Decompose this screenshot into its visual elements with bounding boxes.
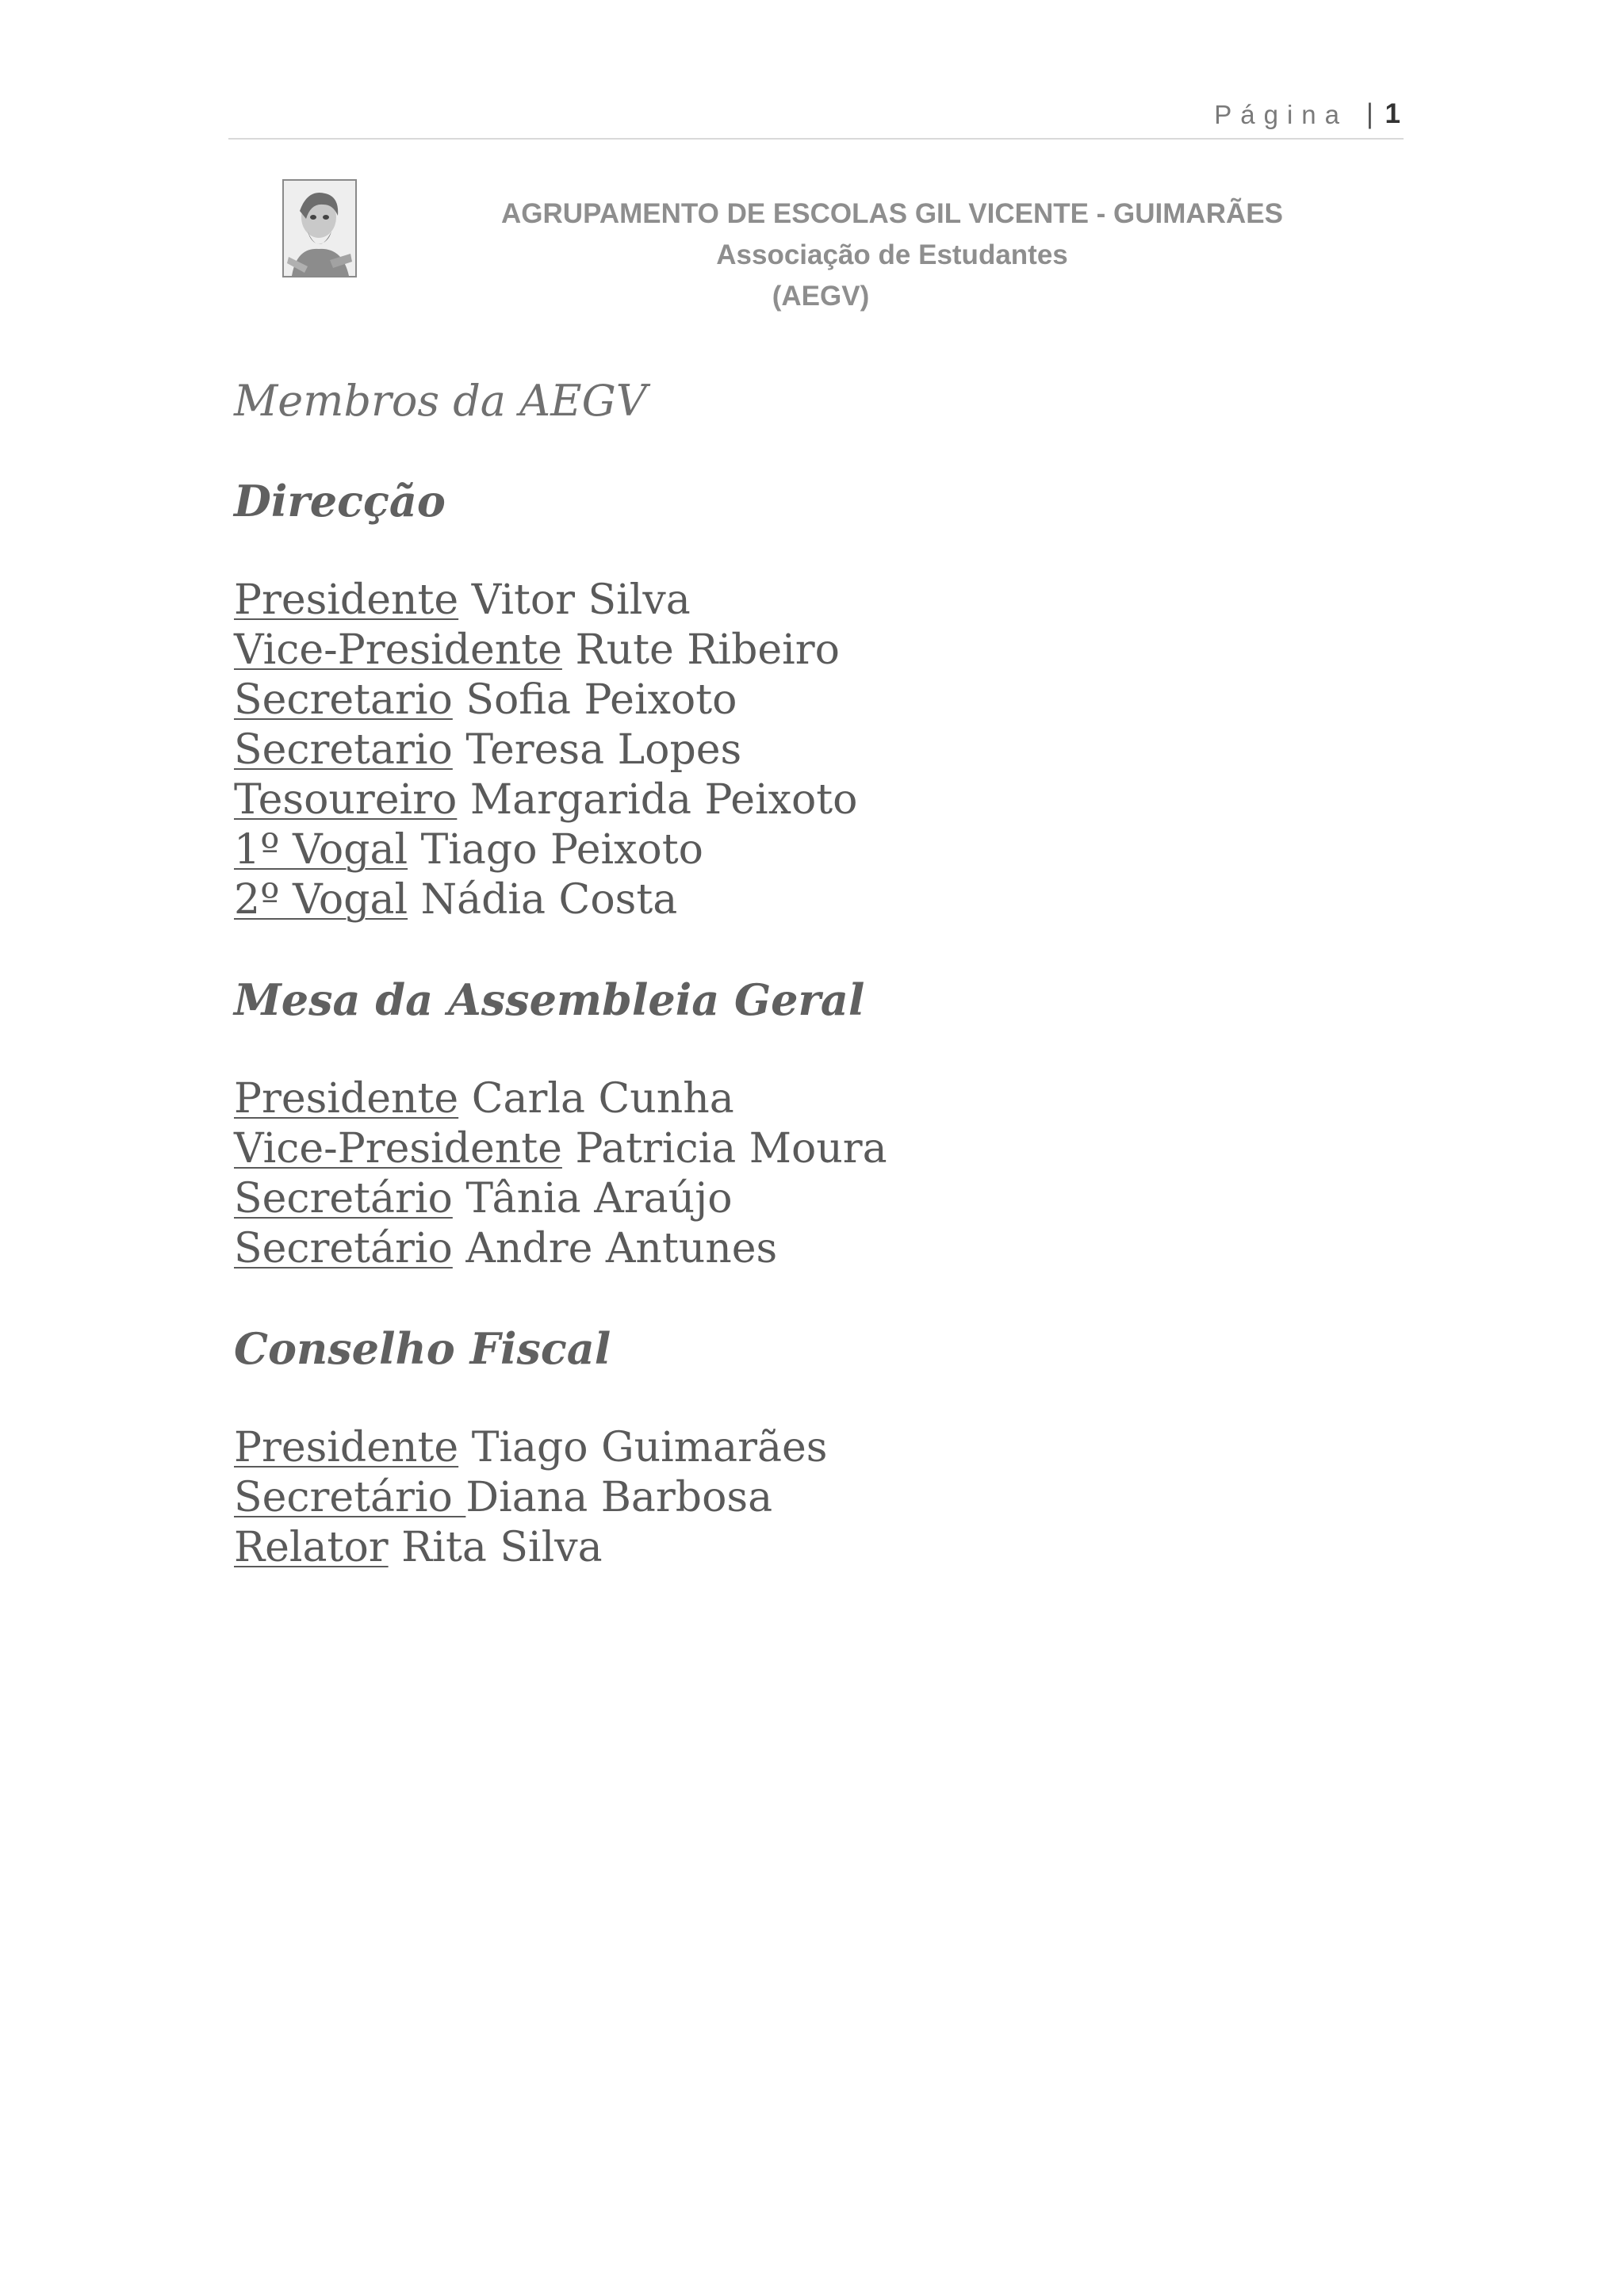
member-name: Margarida Peixoto xyxy=(469,776,858,824)
member-name: Vitor Silva xyxy=(471,576,691,624)
member-role: Secretario xyxy=(234,676,453,724)
section-title: Conselho Fiscal xyxy=(234,1323,611,1374)
member-role: Vice-Presidente xyxy=(234,626,562,674)
member-name: Patricia Moura xyxy=(575,1125,887,1173)
member-row xyxy=(234,626,1344,675)
member-row xyxy=(234,1473,1344,1523)
document-body xyxy=(234,376,1344,1573)
association-acronym: (AEGV) xyxy=(772,281,870,312)
member-row xyxy=(234,1224,1344,1274)
section-mesa-assembleia xyxy=(234,974,1344,1274)
member-name: Andre Antunes xyxy=(465,1225,778,1272)
member-row xyxy=(234,675,1344,725)
member-role: Secretário xyxy=(234,1474,466,1521)
member-row xyxy=(234,1423,1344,1473)
member-row xyxy=(234,1124,1344,1174)
member-name: Diana Barbosa xyxy=(465,1474,773,1521)
school-header xyxy=(444,193,1340,317)
member-row xyxy=(234,725,1344,775)
school-name: AGRUPAMENTO DE ESCOLAS GIL VICENTE - GUIMARÃES xyxy=(501,198,1283,229)
member-role: Secretário xyxy=(234,1175,453,1223)
member-role: Tesoureiro xyxy=(234,776,458,824)
section-title: Direcção xyxy=(234,476,446,526)
section-conselho-fiscal xyxy=(234,1323,1344,1573)
member-role: Secretario xyxy=(234,726,453,774)
portrait-icon xyxy=(284,181,355,276)
member-row xyxy=(234,1174,1344,1224)
page-number: 1 xyxy=(1385,98,1400,129)
school-logo-icon xyxy=(282,179,357,277)
member-name: Nádia Costa xyxy=(420,876,678,924)
page-header xyxy=(228,94,1404,140)
association-name: Associação de Estudantes xyxy=(716,239,1068,270)
page-separator: | xyxy=(1365,98,1373,129)
member-list xyxy=(234,1074,1344,1274)
member-role: Presidente xyxy=(234,576,459,624)
section-title: Mesa da Assembleia Geral xyxy=(234,974,865,1025)
member-row xyxy=(234,775,1344,825)
member-list xyxy=(234,576,1344,925)
member-row xyxy=(234,825,1344,875)
page-label: Página xyxy=(1214,100,1348,129)
member-row xyxy=(234,1074,1344,1124)
member-name: Teresa Lopes xyxy=(465,726,742,774)
member-name: Rita Silva xyxy=(401,1524,603,1571)
member-role: 2º Vogal xyxy=(234,876,408,924)
member-role: Relator xyxy=(234,1524,389,1571)
member-row xyxy=(234,576,1344,626)
member-name: Rute Ribeiro xyxy=(575,626,840,674)
member-name: Carla Cunha xyxy=(471,1075,734,1123)
member-role: Presidente xyxy=(234,1075,459,1123)
member-name: Tiago Guimarães xyxy=(471,1424,828,1471)
member-role: 1º Vogal xyxy=(234,826,408,874)
section-direccao xyxy=(234,476,1344,925)
member-name: Tânia Araújo xyxy=(465,1175,733,1223)
member-list xyxy=(234,1423,1344,1573)
member-role: Presidente xyxy=(234,1424,459,1471)
member-row xyxy=(234,1523,1344,1573)
member-name: Tiago Peixoto xyxy=(420,826,703,874)
member-role: Vice-Presidente xyxy=(234,1125,562,1173)
member-role: Secretário xyxy=(234,1225,453,1272)
member-name: Sofia Peixoto xyxy=(465,676,737,724)
member-row xyxy=(234,875,1344,925)
document-title: Membros da AEGV xyxy=(234,376,647,426)
